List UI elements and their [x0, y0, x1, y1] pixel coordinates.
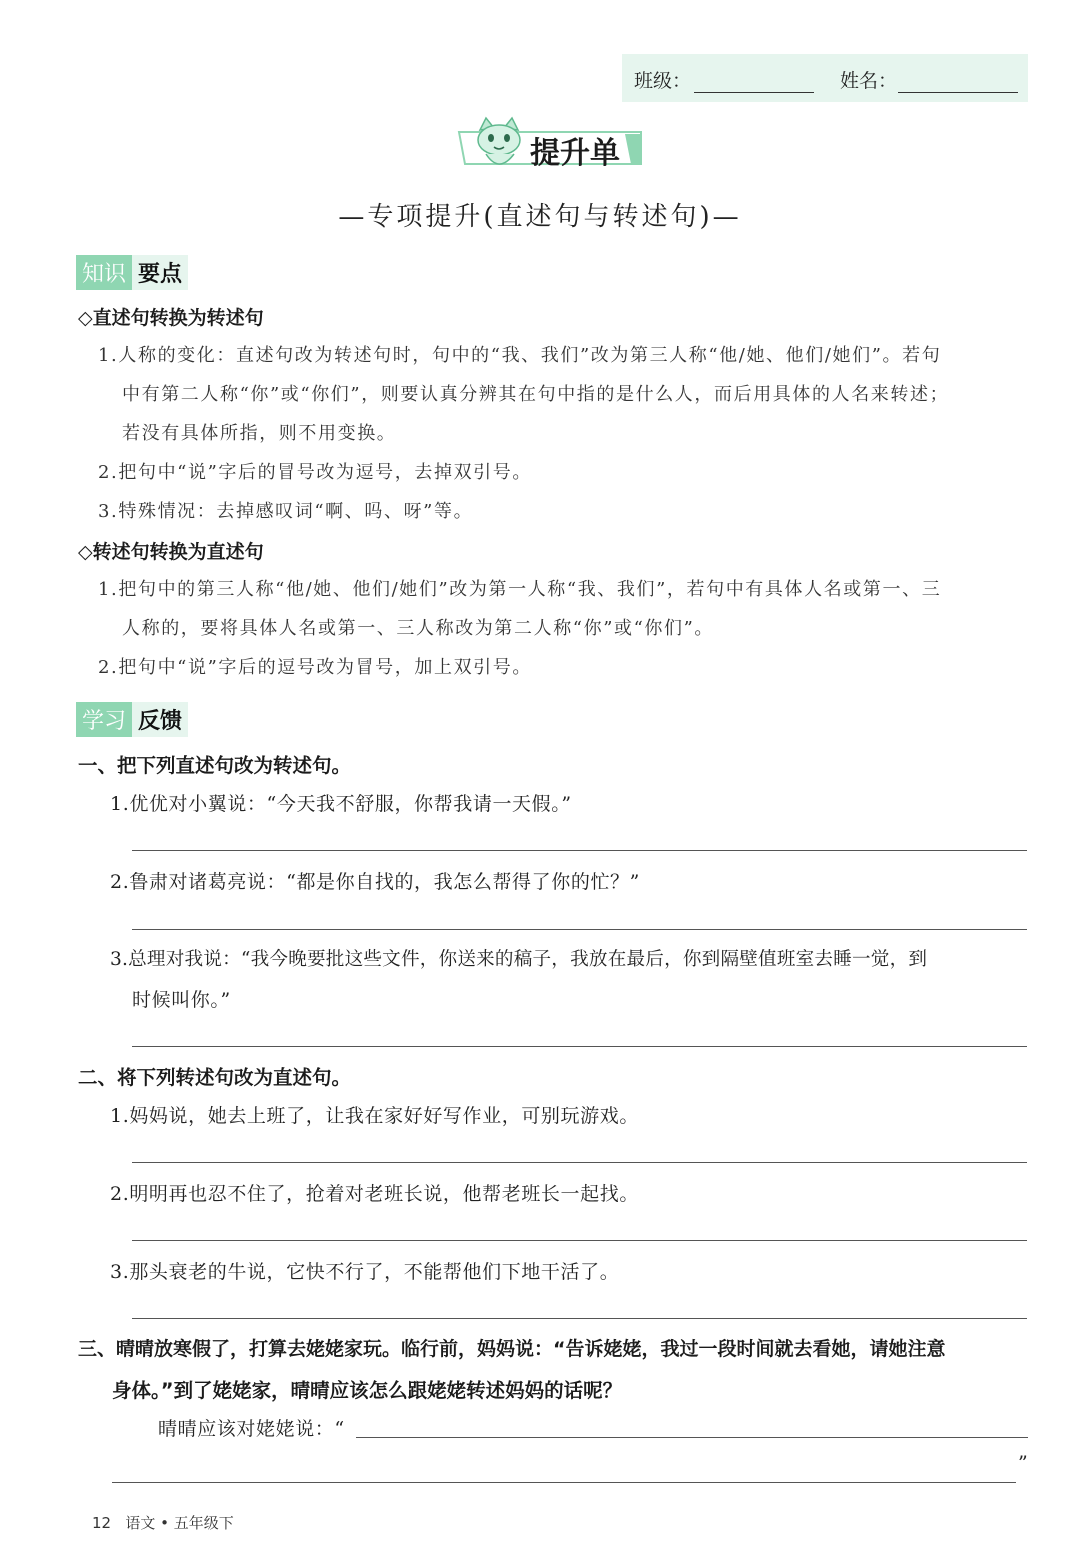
name-field[interactable]: [898, 92, 1018, 93]
question-3-heading: 三、晴晴放寒假了，打算去姥姥家玩。临行前，妈妈说：“告诉姥姥，我过一段时间就去看她，请她注意: [78, 1338, 946, 1360]
question-1-heading: 一、把下列直述句改为转述句。: [78, 754, 352, 777]
answer-line[interactable]: [356, 1437, 1028, 1438]
section-feedback-badge-b: 反馈: [132, 702, 188, 737]
section-feedback-badge-a: 学习: [76, 702, 132, 737]
question-2-item: 3.那头衰老的牛说，它快不行了，不能帮他们下地干活了。: [110, 1261, 620, 1283]
answer-line[interactable]: [112, 1482, 1016, 1483]
question-2-item: 2.明明再也忍不住了，抢着对老班长说，他帮老班长一起找。: [110, 1183, 639, 1205]
page-subtitle: —专项提升(直述句与转述句)—: [338, 202, 742, 232]
class-field[interactable]: [694, 92, 814, 93]
knowledge-block1-line: 2.把句中“说”字后的冒号改为逗号，去掉双引号。: [98, 462, 532, 483]
knowledge-block1-line: 1.人称的变化：直述句改为转述句时，句中的“我、我们”改为第三人称“他/她、他们/她们”。若句: [98, 345, 942, 366]
question-3-prompt: 晴晴应该对姥姥说：“: [158, 1418, 345, 1440]
knowledge-block2-line: 1.把句中的第三人称“他/她、他们/她们”改为第一人称“我、我们”，若句中有具体人名或第一、三: [98, 579, 942, 600]
section-knowledge-badge-b: 要点: [132, 255, 188, 290]
knowledge-block2-heading: ◇转述句转换为直述句: [78, 541, 264, 563]
closing-quote: ”: [1018, 1452, 1029, 1474]
page-title: 提升单: [530, 136, 620, 171]
answer-line[interactable]: [132, 929, 1027, 930]
answer-line[interactable]: [132, 1162, 1027, 1163]
name-label: 姓名：: [840, 70, 898, 92]
knowledge-block2-line: 2.把句中“说”字后的逗号改为冒号，加上双引号。: [98, 657, 532, 678]
knowledge-block2-line: 人称的，要将具体人名或第一、三人称改为第二人称“你”或“你们”。: [122, 618, 715, 639]
cat-mascot-icon: [468, 116, 530, 174]
question-2-item: 1.妈妈说，她去上班了，让我在家好好写作业，可别玩游戏。: [110, 1105, 639, 1127]
answer-line[interactable]: [132, 1318, 1027, 1319]
section-knowledge-badge-a: 知识: [76, 255, 132, 290]
class-label: 班级：: [634, 70, 692, 92]
knowledge-block1-line: 3.特殊情况：去掉感叹词“啊、吗、呀”等。: [98, 501, 474, 522]
question-1-item: 3.总理对我说：“我今晚要批这些文件，你送来的稿子，我放在最后，你到隔壁值班室去睡一觉，到: [110, 949, 928, 970]
footer-subject: 语文 • 五年级下: [125, 1514, 234, 1532]
answer-line[interactable]: [132, 1046, 1027, 1047]
answer-line[interactable]: [132, 850, 1027, 851]
section-knowledge-badge: [76, 255, 188, 289]
page-number: 12: [92, 1514, 112, 1532]
page-footer: [92, 1512, 234, 1533]
knowledge-block1-line: 若没有具体所指，则不用变换。: [122, 423, 397, 444]
question-2-heading: 二、将下列转述句改为直述句。: [78, 1066, 352, 1089]
answer-line[interactable]: [132, 1240, 1027, 1241]
section-feedback-badge: [76, 702, 188, 736]
knowledge-block1-heading: ◇直述句转换为转述句: [78, 307, 264, 329]
knowledge-block1-line: 中有第二人称“你”或“你们”，则要认真分辨其在句中指的是什么人，而后用具体的人名来转述；: [122, 384, 950, 405]
question-1-item: 1.优优对小翼说：“今天我不舒服，你帮我请一天假。”: [110, 793, 572, 815]
question-1-item: 2.鲁肃对诸葛亮说：“都是你自找的，我怎么帮得了你的忙？”: [110, 871, 640, 893]
question-1-item: 时候叫你。”: [132, 989, 231, 1011]
question-3-heading-cont: 身体。”到了姥姥家，晴晴应该怎么跟姥姥转述妈妈的话呢？: [112, 1379, 623, 1402]
